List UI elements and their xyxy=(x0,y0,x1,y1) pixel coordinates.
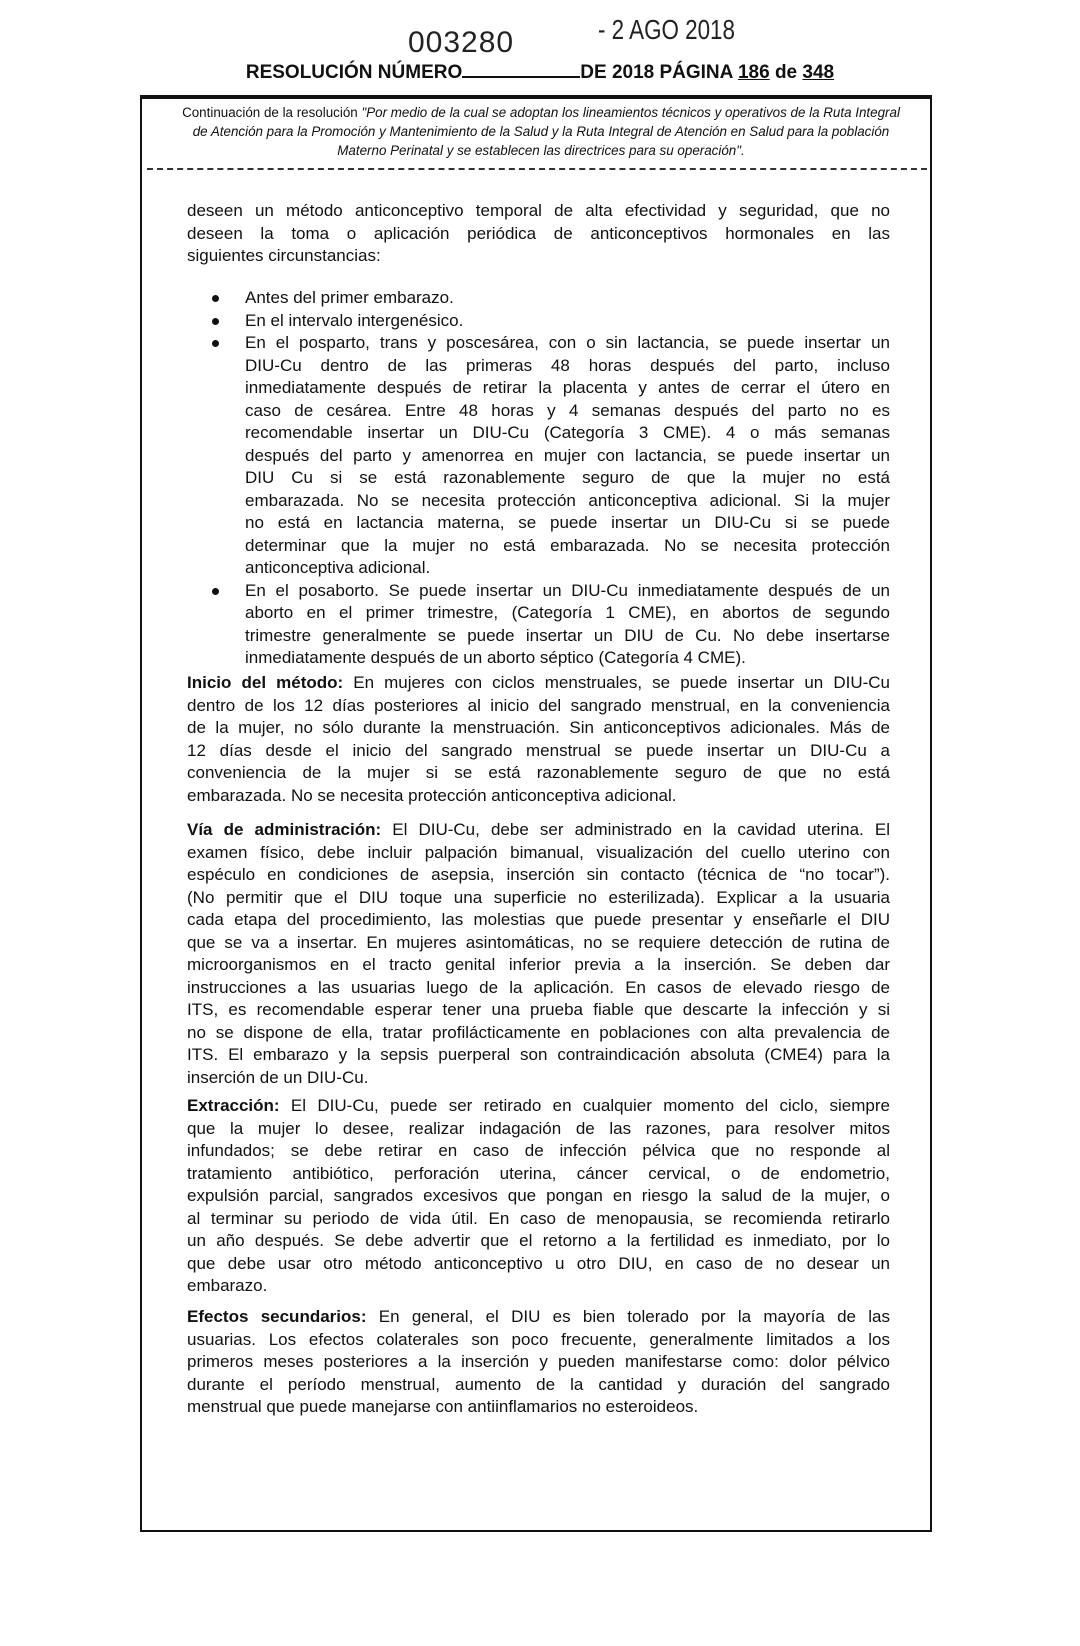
text-line: caso de cesárea. Entre 48 horas y 4 semanas después del parto no es xyxy=(245,400,890,420)
line-text: En general, el DIU es bien tolerado por la mayoría de las xyxy=(366,1307,890,1326)
line-text: En mujeres con ciclos menstruales, se puede insertar un DIU-Cu xyxy=(343,673,890,692)
list-item xyxy=(187,332,890,580)
text-line: embarazada. No se necesita protección anticonceptiva adicional. Si la mujer xyxy=(245,490,890,510)
page-number: 186 xyxy=(737,62,770,83)
text-line: después del parto y amenorrea en mujer con lactancia, se puede insertar un xyxy=(245,445,890,465)
section-label: Efectos secundarios: xyxy=(187,1307,367,1326)
text-line: que se va a insertar. En mujeres asintomáticas, no se requiere detección de rutina de xyxy=(187,932,890,952)
text-line: expulsión parcial, sangrados excesivos que pongan en riesgo la salud de la mujer, o xyxy=(187,1186,890,1205)
text-line: microorganismos en el tracto genital inferior previa a la inserción. Se deben dar xyxy=(187,955,890,974)
text-line: un año después. Se debe advertir que el retorno a la fertilidad es inmediato, por lo xyxy=(187,1231,890,1250)
text-line: deseen un método anticonceptivo temporal de alta efectividad y seguridad, que no xyxy=(187,201,890,220)
text-line: que la mujer lo desee, realizar indagación de las razones, para resolver mitos xyxy=(187,1118,890,1138)
efectos-section xyxy=(187,1306,890,1419)
text-line: siguientes circunstancias: xyxy=(187,246,381,265)
text-line: cada etapa del procedimiento, las molestias que puede presentar y enseñarle el DIU xyxy=(187,910,890,929)
continuation-header xyxy=(180,103,902,160)
text-line: 12 días desde el inicio del sangrado menstrual se puede insertar un DIU-Cu a xyxy=(187,740,890,760)
text-line: espéculo en condiciones de asepsia, inserción sin contacto (técnica de “no tocar”). xyxy=(187,865,890,884)
bullet-list xyxy=(187,287,890,670)
bullet-icon xyxy=(212,295,219,302)
bullet-icon xyxy=(212,318,219,325)
text-line: trimestre generalmente se puede insertar un DIU de Cu. No debe insertarse xyxy=(245,625,890,645)
via-section xyxy=(187,819,890,1089)
section-label: Extracción: xyxy=(187,1096,280,1115)
bullet-icon xyxy=(212,588,219,595)
text-line: embarazada. No se necesita protección anticonceptiva adicional. xyxy=(187,785,677,805)
text-line: Antes del primer embarazo. xyxy=(245,288,454,307)
title-mid: DE 2018 PÁGINA xyxy=(580,62,733,83)
section-label: Vía de administración: xyxy=(187,820,382,839)
text-line: recomendable insertar un DIU-Cu (Categoría 3 CME). 4 o más semanas xyxy=(245,423,890,442)
text-line: (No permitir que el DIU toque una superficie no esterilizada). Explicar a la usuaria xyxy=(187,887,890,907)
continuation-lead: Continuación de la resolución xyxy=(182,105,362,120)
text-line: DIU Cu si se está razonablemente seguro de que la mujer no está xyxy=(245,468,890,487)
page-total: 348 xyxy=(802,62,835,83)
line-text: El DIU-Cu, debe ser administrado en la cavidad uterina. El xyxy=(381,820,890,839)
text-line: deseen la toma o aplicación periódica de anticonceptivos hormonales en las xyxy=(187,223,890,243)
page-of: de xyxy=(774,62,798,83)
text-line: usuarias. Los efectos colaterales son poco frecuente, generalmente limitados a los xyxy=(187,1329,890,1349)
list-item xyxy=(187,580,890,670)
text-line: conveniencia de la mujer si se está razonablemente seguro de que no está xyxy=(187,763,890,782)
text-line xyxy=(187,1095,890,1118)
title-prefix: RESOLUCIÓN NÚMERO xyxy=(245,62,463,83)
text-line: infundados; se debe retirar en caso de infección pélvica que no responde al xyxy=(187,1141,890,1160)
text-line: menstrual que puede manejarse con antiinflamarios no esteroideos. xyxy=(187,1397,699,1416)
line-text: El DIU-Cu, puede ser retirado en cualquier momento del ciclo, siempre xyxy=(279,1096,890,1115)
text-line: En el posaborto. Se puede insertar un DIU-Cu inmediatamente después de un xyxy=(245,580,890,600)
section-label: Inicio del método: xyxy=(187,673,344,692)
text-line: al terminar su periodo de vida útil. En caso de menopausia, se recomienda retirarlo xyxy=(187,1208,890,1228)
text-line: inmediatamente después de retirar la placenta y antes de cerrar el útero en xyxy=(245,378,890,397)
page-title xyxy=(0,60,1080,84)
text-line xyxy=(187,1306,890,1329)
text-line: determinar que la mujer no está embarazada. No se necesita protección xyxy=(245,535,890,555)
text-line xyxy=(187,672,890,695)
list-item xyxy=(187,310,890,333)
text-line: dentro de los 12 días posteriores al inicio del sangrado menstrual, en la conveniencia xyxy=(187,695,890,715)
text-line: En el posparto, trans y poscesárea, con o sin lactancia, se puede insertar un xyxy=(245,333,890,352)
bullet-icon xyxy=(212,340,219,347)
text-line: de la mujer, no sólo durante la menstruación. Sin anticonceptivos adicionales. Más de xyxy=(187,718,890,737)
list-item xyxy=(187,287,890,310)
continuation-quote: "Por medio de la cual se adoptan los lineamientos técnicos y operativos de la Ruta Integral de Atención para la Promoción y Mantenimiento de la Salud y la Ruta Integral de Atención en Salud para la población Materno Perinatal y se establecen las directrices para su operación". xyxy=(192,105,900,158)
text-line: ITS, es recomendable esperar tener una prueba fiable que descarte la infección y si xyxy=(187,1000,890,1019)
dashed-divider xyxy=(147,168,927,170)
text-line: instrucciones a las usuarias luego de la aplicación. En casos de elevado riesgo de xyxy=(187,977,890,997)
text-line: En el intervalo intergenésico. xyxy=(245,310,464,330)
text-line: examen físico, debe incluir palpación bimanual, visualización del cuello uterino con xyxy=(187,842,890,862)
text-line: embarazo. xyxy=(187,1276,268,1295)
inicio-section xyxy=(187,672,890,807)
text-line xyxy=(187,819,890,842)
text-line: anticonceptiva adicional. xyxy=(245,558,431,577)
text-line: ITS. El embarazo y la sepsis puerperal son contraindicación absoluta (CME4) para la xyxy=(187,1045,890,1064)
date-stamp: - 2 AGO 2018 xyxy=(598,14,735,45)
intro-paragraph xyxy=(187,200,890,268)
text-line: que debe usar otro método anticonceptivo u otro DIU, en caso de no desear un xyxy=(187,1253,890,1273)
text-line: tratamiento antibiótico, perforación uterina, cáncer cervical, o de endometrio, xyxy=(187,1163,890,1183)
text-line: no se dispone de ella, tratar profilácticamente en poblaciones con alta prevalencia de xyxy=(187,1022,890,1042)
text-line: durante el período menstrual, aumento de la cantidad y duración del sangrado xyxy=(187,1374,890,1394)
text-line: no está en lactancia materna, se puede insertar un DIU-Cu si se puede xyxy=(245,513,890,532)
number-blank xyxy=(462,60,580,78)
resolution-number-stamp: 003280 xyxy=(408,26,515,59)
text-line: aborto en el primer trimestre, (Categoría 1 CME), en abortos de segundo xyxy=(245,603,890,622)
text-line: primeros meses posteriores a la inserción y pueden manifestarse como: dolor pélvico xyxy=(187,1352,890,1371)
extraccion-section xyxy=(187,1095,890,1298)
text-line: inserción de un DIU-Cu. xyxy=(187,1067,369,1087)
text-line: DIU-Cu dentro de las primeras 48 horas después del parto, incluso xyxy=(245,355,890,375)
text-line: inmediatamente después de un aborto séptico (Categoría 4 CME). xyxy=(245,648,746,667)
